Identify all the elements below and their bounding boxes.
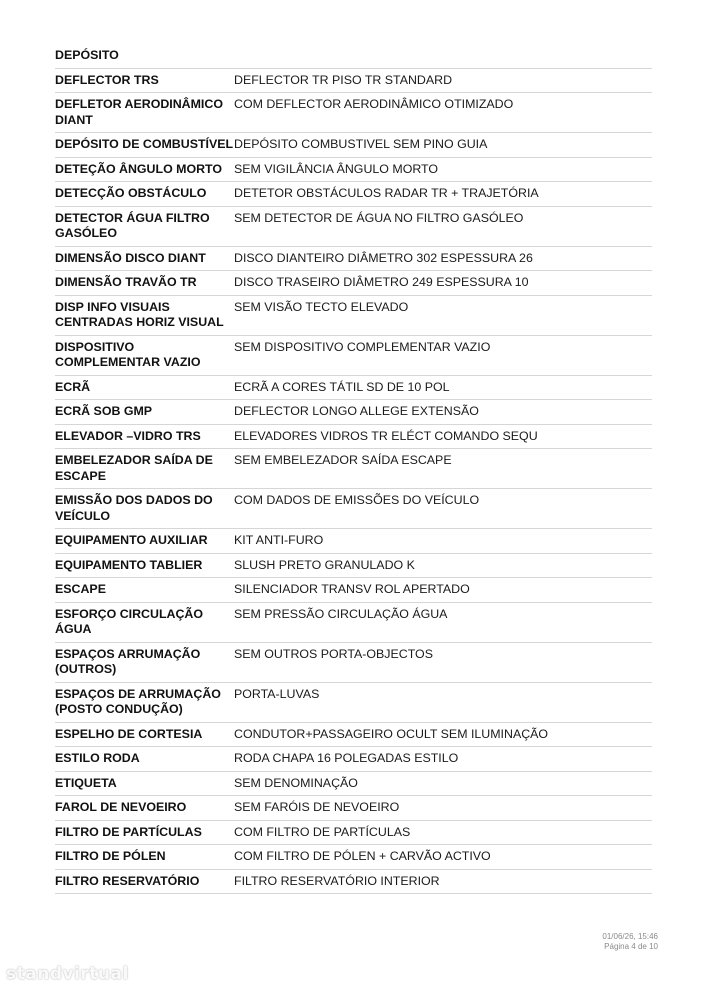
row-label: ESPAÇOS ARRUMAÇÃO (OUTROS) <box>55 646 201 676</box>
table-row <box>55 296 652 336</box>
row-value: DETETOR OBSTÁCULOS RADAR TR + TRAJETÓRIA <box>234 186 539 200</box>
row-label: DEPÓSITO DE COMBUSTÍVEL <box>55 137 234 151</box>
row-value: DISCO DIANTEIRO DIÂMETRO 302 ESPESSURA 26 <box>234 250 533 265</box>
spec-table <box>55 44 652 894</box>
row-value: SEM FARÓIS DE NEVOEIRO <box>234 800 400 814</box>
page-footer <box>602 932 658 952</box>
row-value: SILENCIADOR TRANSV ROL APERTADO <box>234 582 470 596</box>
row-value: SEM OUTROS PORTA-OBJECTOS <box>234 646 433 661</box>
table-row <box>55 772 652 797</box>
row-value: SEM VISÃO TECTO ELEVADO <box>234 299 409 314</box>
row-label: ELEVADOR –VIDRO TRS <box>55 428 201 443</box>
table-row <box>55 643 652 683</box>
row-label: DETECTOR ÁGUA FILTRO GASÓLEO <box>55 210 210 240</box>
row-value: RODA CHAPA 16 POLEGADAS ESTILO <box>234 751 459 765</box>
table-row <box>55 821 652 846</box>
table-row <box>55 400 652 425</box>
row-label: DIMENSÃO TRAVÃO TR <box>55 275 197 289</box>
table-row <box>55 723 652 748</box>
table-row <box>55 44 652 69</box>
footer-page-number: Página 4 de 10 <box>604 942 658 951</box>
row-label: FAROL DE NEVOEIRO <box>55 800 187 814</box>
table-row <box>55 489 652 529</box>
row-label: ECRÃ <box>55 379 91 394</box>
row-value: SEM VIGILÂNCIA ÂNGULO MORTO <box>234 161 439 176</box>
row-label: DETEÇÃO ÂNGULO MORTO <box>55 161 223 176</box>
row-label: DEFLETOR AERODINÂMICO DIANT <box>55 97 223 127</box>
footer-datetime: 01/06/26, 15:46 <box>602 932 658 941</box>
row-label: DIMENSÃO DISCO DIANT <box>55 250 206 265</box>
table-row <box>55 93 652 133</box>
row-label: ESFORÇO CIRCULAÇÃO ÁGUA <box>55 606 203 636</box>
row-value: ECRÃ A CORES TÁTIL SD DE 10 POL <box>234 379 450 394</box>
table-row <box>55 376 652 401</box>
row-label: DETECÇÃO OBSTÁCULO <box>55 186 207 200</box>
row-value: COM FILTRO DE PARTÍCULAS <box>234 824 411 839</box>
row-label: ESPELHO DE CORTESIA <box>55 726 203 741</box>
row-label: DEPÓSITO <box>55 48 119 62</box>
row-label: EQUIPAMENTO AUXILIAR <box>55 533 208 547</box>
table-row <box>55 529 652 554</box>
table-row <box>55 207 652 247</box>
row-label: ESPAÇOS DE ARRUMAÇÃO (POSTO CONDUÇÃO) <box>55 686 221 716</box>
row-value: CONDUTOR+PASSAGEIRO OCULT SEM ILUMINAÇÃO <box>234 726 549 741</box>
table-row <box>55 182 652 207</box>
row-label: FILTRO RESERVATÓRIO <box>55 873 200 888</box>
row-value: KIT ANTI-FURO <box>234 533 324 547</box>
row-value: SEM DISPOSITIVO COMPLEMENTAR VAZIO <box>234 339 491 354</box>
table-row <box>55 69 652 94</box>
table-row <box>55 796 652 821</box>
table-row <box>55 845 652 870</box>
row-value: COM DEFLECTOR AERODINÂMICO OTIMIZADO <box>234 97 514 111</box>
row-value <box>234 48 652 64</box>
row-label: FILTRO DE PARTÍCULAS <box>55 824 202 839</box>
table-row <box>55 247 652 272</box>
row-value: COM FILTRO DE PÓLEN + CARVÃO ACTIVO <box>234 849 491 863</box>
row-label: ESTILO RODA <box>55 751 140 765</box>
table-row <box>55 425 652 450</box>
row-value: FILTRO RESERVATÓRIO INTERIOR <box>234 873 440 888</box>
table-row <box>55 603 652 643</box>
table-row <box>55 554 652 579</box>
row-value: SLUSH PRETO GRANULADO K <box>234 557 415 572</box>
table-row <box>55 683 652 723</box>
row-value: DEPÓSITO COMBUSTIVEL SEM PINO GUIA <box>234 137 488 151</box>
row-label: DISPOSITIVO COMPLEMENTAR VAZIO <box>55 339 201 369</box>
table-row <box>55 336 652 376</box>
row-value: SEM DETECTOR DE ÁGUA NO FILTRO GASÓLEO <box>234 210 524 225</box>
row-label: DISP INFO VISUAIS CENTRADAS HORIZ VISUAL <box>55 299 224 329</box>
row-label: EQUIPAMENTO TABLIER <box>55 557 203 572</box>
row-value: DEFLECTOR TR PISO TR STANDARD <box>234 72 453 87</box>
row-value: DISCO TRASEIRO DIÂMETRO 249 ESPESSURA 10 <box>234 275 529 289</box>
row-value: PORTA-LUVAS <box>234 686 320 701</box>
row-label: DEFLECTOR TRS <box>55 72 159 87</box>
table-row <box>55 870 652 895</box>
row-value: DEFLECTOR LONGO ALLEGE EXTENSÃO <box>234 404 479 418</box>
row-value: SEM DENOMINAÇÃO <box>234 775 358 790</box>
row-value: SEM EMBELEZADOR SAÍDA ESCAPE <box>234 453 452 467</box>
watermark-logo: standvirtual <box>6 964 129 984</box>
table-row <box>55 133 652 158</box>
table-row <box>55 747 652 772</box>
row-label: EMISSÃO DOS DADOS DO VEÍCULO <box>55 493 213 523</box>
row-value: SEM PRESSÃO CIRCULAÇÃO ÁGUA <box>234 606 448 621</box>
table-row <box>55 158 652 183</box>
table-row <box>55 449 652 489</box>
row-value: COM DADOS DE EMISSÕES DO VEÍCULO <box>234 493 480 507</box>
row-label: EMBELEZADOR SAÍDA DE ESCAPE <box>55 453 213 483</box>
row-label: ETIQUETA <box>55 775 117 790</box>
row-label: ECRÃ SOB GMP <box>55 404 153 418</box>
table-row <box>55 271 652 296</box>
row-value: ELEVADORES VIDROS TR ELÉCT COMANDO SEQU <box>234 428 538 443</box>
row-label: ESCAPE <box>55 582 106 596</box>
table-row <box>55 578 652 603</box>
row-label: FILTRO DE PÓLEN <box>55 849 166 863</box>
